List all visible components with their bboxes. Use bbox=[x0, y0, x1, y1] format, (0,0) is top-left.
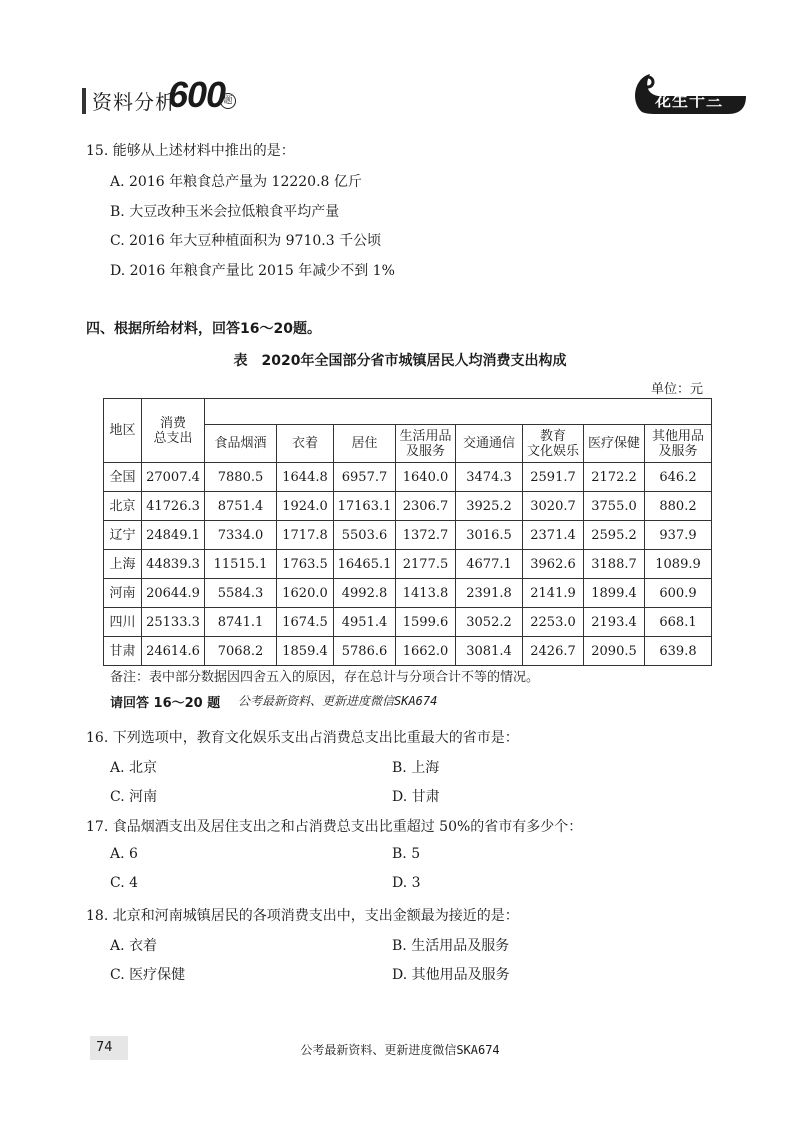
table-cell: 2141.9 bbox=[523, 579, 584, 608]
header-region: 地区 bbox=[104, 399, 142, 463]
answer-prompt: 请回答 16～20 题 bbox=[110, 696, 221, 711]
table-cell: 44839.3 bbox=[142, 550, 205, 579]
table-cell: 3755.0 bbox=[584, 492, 645, 521]
header-other: 其他用品 及服务 bbox=[645, 425, 712, 463]
table-cell: 7880.5 bbox=[205, 463, 277, 492]
q18-option-b: B. 生活用品及服务 bbox=[392, 938, 510, 954]
table-cell: 7068.2 bbox=[205, 637, 277, 666]
watermark-footer: 公考最新资料、更新进度微信SKA674 bbox=[300, 1043, 500, 1057]
table-cell: 2306.7 bbox=[396, 492, 456, 521]
table-cell: 16465.1 bbox=[334, 550, 396, 579]
table-cell: 1717.8 bbox=[277, 521, 334, 550]
q17-stem: 17. 食品烟酒支出及居住支出之和占消费总支出比重超过 50%的省市有多少个： bbox=[86, 819, 583, 835]
table-cell: 2426.7 bbox=[523, 637, 584, 666]
table-cell: 2177.5 bbox=[396, 550, 456, 579]
header-household: 生活用品 及服务 bbox=[396, 425, 456, 463]
table-cell: 4992.8 bbox=[334, 579, 396, 608]
row-region: 河南 bbox=[104, 579, 142, 608]
q17-option-d: D. 3 bbox=[392, 875, 421, 891]
row-region: 全国 bbox=[104, 463, 142, 492]
q18-stem: 18. 北京和河南城镇居民的各项消费支出中，支出金额最为接近的是： bbox=[86, 908, 519, 924]
header-housing: 居住 bbox=[334, 425, 396, 463]
table-cell: 6957.7 bbox=[334, 463, 396, 492]
table-cell: 3925.2 bbox=[456, 492, 523, 521]
table-cell: 8751.4 bbox=[205, 492, 277, 521]
table-cell: 25133.3 bbox=[142, 608, 205, 637]
book-suffix: 题 bbox=[220, 93, 236, 109]
brand-name: 花生十三 bbox=[655, 91, 724, 110]
table-row bbox=[104, 637, 712, 666]
table-row bbox=[104, 492, 712, 521]
table-cell: 3020.7 bbox=[523, 492, 584, 521]
table-cell: 937.9 bbox=[645, 521, 712, 550]
table-cell: 2193.4 bbox=[584, 608, 645, 637]
table-cell: 3188.7 bbox=[584, 550, 645, 579]
header-education: 教育 文化娱乐 bbox=[523, 425, 584, 463]
table-cell: 1899.4 bbox=[584, 579, 645, 608]
q16-stem: 16. 下列选项中，教育文化娱乐支出占消费总支出比重最大的省市是： bbox=[86, 730, 519, 746]
q17-option-b: B. 5 bbox=[392, 846, 421, 862]
table-cell: 2172.2 bbox=[584, 463, 645, 492]
q15-option-c: C. 2016 年大豆种植面积为 9710.3 千公顷 bbox=[110, 233, 382, 249]
table-cell: 1413.8 bbox=[396, 579, 456, 608]
table-cell: 4951.4 bbox=[334, 608, 396, 637]
table-cell: 880.2 bbox=[645, 492, 712, 521]
q15-option-a: A. 2016 年粮食总产量为 12220.8 亿斤 bbox=[110, 174, 362, 190]
table-cell: 639.8 bbox=[645, 637, 712, 666]
header-total: 消费 总支出 bbox=[142, 399, 205, 463]
header-food: 食品烟酒 bbox=[205, 425, 277, 463]
table-cell: 1089.9 bbox=[645, 550, 712, 579]
table-cell: 41726.3 bbox=[142, 492, 205, 521]
q16-option-c: C. 河南 bbox=[110, 789, 158, 805]
table-cell: 600.9 bbox=[645, 579, 712, 608]
q18-option-d: D. 其他用品及服务 bbox=[392, 967, 510, 983]
table-cell: 646.2 bbox=[645, 463, 712, 492]
table-cell: 1674.5 bbox=[277, 608, 334, 637]
table-unit: 单位：元 bbox=[651, 382, 704, 397]
consumption-table bbox=[103, 398, 712, 666]
q17-option-c: C. 4 bbox=[110, 875, 139, 891]
table-cell: 1924.0 bbox=[277, 492, 334, 521]
table-cell: 3052.2 bbox=[456, 608, 523, 637]
table-cell: 2090.5 bbox=[584, 637, 645, 666]
table-cell: 2595.2 bbox=[584, 521, 645, 550]
table-cell: 3962.6 bbox=[523, 550, 584, 579]
table-cell: 1763.5 bbox=[277, 550, 334, 579]
header-bar bbox=[82, 88, 86, 114]
header-medical: 医疗保健 bbox=[584, 425, 645, 463]
q16-option-a: A. 北京 bbox=[110, 760, 158, 776]
table-row bbox=[104, 579, 712, 608]
q16-option-b: B. 上海 bbox=[392, 760, 440, 776]
table-cell: 5584.3 bbox=[205, 579, 277, 608]
table-cell: 1372.7 bbox=[396, 521, 456, 550]
table-cell: 5503.6 bbox=[334, 521, 396, 550]
table-cell: 17163.1 bbox=[334, 492, 396, 521]
q15-option-d: D. 2016 年粮食产量比 2015 年减少不到 1% bbox=[110, 263, 395, 279]
table-row bbox=[104, 550, 712, 579]
table-cell: 1662.0 bbox=[396, 637, 456, 666]
q15-option-b: B. 大豆改种玉米会拉低粮食平均产量 bbox=[110, 204, 340, 220]
q18-option-c: C. 医疗保健 bbox=[110, 967, 186, 983]
table-cell: 20644.9 bbox=[142, 579, 205, 608]
q15-stem: 15. 能够从上述材料中推出的是： bbox=[86, 143, 295, 159]
header-clothing: 衣着 bbox=[277, 425, 334, 463]
table-title: 表 2020年全国部分省市城镇居民人均消费支出构成 bbox=[233, 353, 567, 369]
header-transport: 交通通信 bbox=[456, 425, 523, 463]
table-cell: 1859.4 bbox=[277, 637, 334, 666]
table-cell: 11515.1 bbox=[205, 550, 277, 579]
table-cell: 1644.8 bbox=[277, 463, 334, 492]
table-cell: 24614.6 bbox=[142, 637, 205, 666]
table-cell: 2591.7 bbox=[523, 463, 584, 492]
q16-option-d: D. 甘肃 bbox=[392, 789, 440, 805]
header-spacer bbox=[205, 399, 712, 425]
row-region: 上海 bbox=[104, 550, 142, 579]
table-cell: 3016.5 bbox=[456, 521, 523, 550]
table-cell: 1620.0 bbox=[277, 579, 334, 608]
section-heading: 四、根据所给材料，回答16～20题。 bbox=[86, 321, 321, 337]
table-cell: 668.1 bbox=[645, 608, 712, 637]
table-row bbox=[104, 608, 712, 637]
table-cell: 1640.0 bbox=[396, 463, 456, 492]
q18-option-a: A. 衣着 bbox=[110, 938, 158, 954]
watermark-mid: 公考最新资料、更新进度微信SKA674 bbox=[238, 694, 438, 708]
table-row bbox=[104, 521, 712, 550]
table-row bbox=[104, 463, 712, 492]
table-cell: 7334.0 bbox=[205, 521, 277, 550]
page-number: 74 bbox=[90, 1036, 128, 1060]
table-cell: 1599.6 bbox=[396, 608, 456, 637]
table-cell: 24849.1 bbox=[142, 521, 205, 550]
table-cell: 5786.6 bbox=[334, 637, 396, 666]
row-region: 辽宁 bbox=[104, 521, 142, 550]
table-cell: 2391.8 bbox=[456, 579, 523, 608]
row-region: 四川 bbox=[104, 608, 142, 637]
table-cell: 2371.4 bbox=[523, 521, 584, 550]
table-cell: 27007.4 bbox=[142, 463, 205, 492]
row-region: 北京 bbox=[104, 492, 142, 521]
table-note: 备注：表中部分数据因四舍五入的原因，存在总计与分项合计不等的情况。 bbox=[110, 670, 540, 685]
book-number: 600 bbox=[168, 74, 226, 115]
table-cell: 8741.1 bbox=[205, 608, 277, 637]
table-cell: 3474.3 bbox=[456, 463, 523, 492]
table-cell: 4677.1 bbox=[456, 550, 523, 579]
table-cell: 2253.0 bbox=[523, 608, 584, 637]
row-region: 甘肃 bbox=[104, 637, 142, 666]
table-cell: 3081.4 bbox=[456, 637, 523, 666]
q17-option-a: A. 6 bbox=[110, 846, 138, 862]
book-title: 资料分析 bbox=[92, 90, 176, 114]
